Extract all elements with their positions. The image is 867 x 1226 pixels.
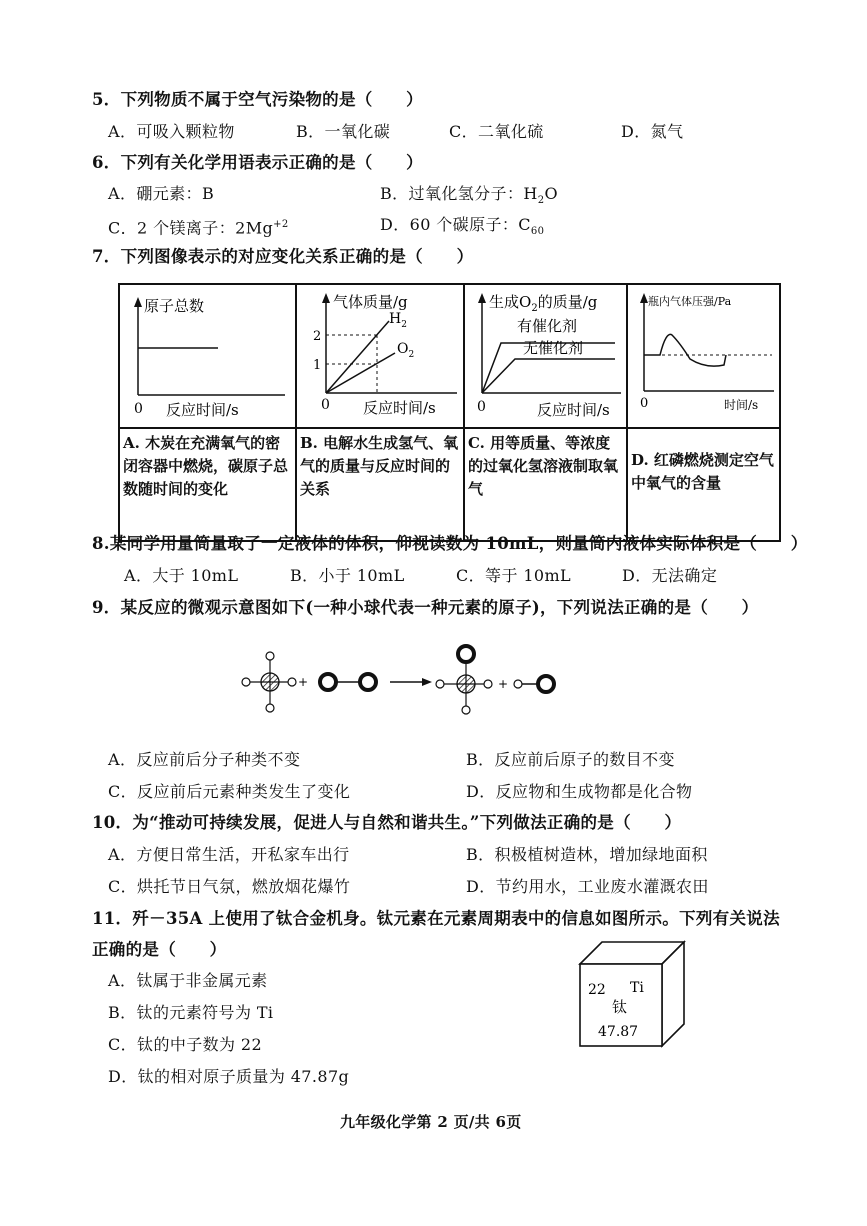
graph-c [465, 285, 626, 425]
element-symbol: Ti [630, 980, 644, 996]
reactant-molecule-2 [320, 674, 376, 690]
caption-d: D. 红磷燃烧测定空气中氧气的含量 [627, 428, 780, 541]
graph-b-h2-line [326, 321, 389, 393]
q9-option-d: D．反应物和生成物都是化合物 [466, 782, 693, 801]
q10-option-b: B．积极植树造林，增加绿地面积 [466, 845, 708, 864]
graph-d-pressure-curve [644, 334, 726, 366]
reactant-molecule-1 [242, 652, 296, 712]
graph-b [297, 285, 463, 425]
q9-option-b: B．反应前后原子的数目不变 [466, 750, 675, 769]
graph-b-tick-2: 2 [313, 329, 322, 344]
graph-b-o2-line [326, 353, 395, 393]
q5-option-d: D．氮气 [621, 122, 684, 141]
graph-b-o2-label: $O_2$ [397, 341, 415, 360]
q10-option-c: C．烘托节日气氛，燃放烟花爆竹 [108, 877, 351, 896]
caption-c: C. 用等质量、等浓度的过氧化氢溶液制取氧气 [464, 428, 627, 541]
element-atomic-number: 22 [588, 982, 606, 998]
q9-option-c: C．反应前后元素种类发生了变化 [108, 782, 351, 801]
q8-stem: 8.某同学用量筒量取了一定液体的体积，仰视读数为 10mL，则量筒内液体实际体积是（ ） [92, 534, 808, 553]
q5-option-a: A．可吸入颗粒物 [108, 122, 235, 141]
graph-a [120, 285, 295, 425]
q11-option-d: D．钛的相对原子质量为 47.87g [108, 1067, 350, 1086]
q11-option-b: B．钛的元素符号为 Ti [108, 1003, 274, 1022]
graph-c-curve1-label: 有催化剂 [517, 317, 578, 335]
q10-option-a: A．方便日常生活，开私家车出行 [108, 845, 350, 864]
graph-a-xlabel: 反应时间/s [166, 401, 239, 419]
graph-b-y-arrow [322, 293, 330, 303]
q5-option-b: B．一氧化碳 [296, 122, 391, 141]
q11-stem-line2: 正确的是（ ） [92, 940, 227, 959]
q10-stem: 10．为“推动可持续发展，促进人与自然和谐共生。”下列做法正确的是（ ） [92, 813, 682, 832]
graph-a-cell [119, 284, 296, 428]
q6-stem: 6．下列有关化学用语表示正确的是（ ） [92, 153, 423, 172]
graph-b-cell [296, 284, 464, 428]
graph-c-ylabel: 生成$O_2$的质量/g [489, 293, 598, 314]
graph-b-origin: 0 [321, 397, 330, 413]
plus-sign-1: + [298, 675, 309, 689]
caption-a: A. 木炭在充满氧气的密闭容器中燃烧，碳原子总数随时间的变化 [119, 428, 296, 541]
plus-sign-2: + [498, 677, 509, 691]
q8-option-b: B．小于 10mL [290, 566, 405, 585]
graph-d-y-arrow [640, 293, 648, 303]
graph-b-h2-label: $H_2$ [389, 311, 407, 330]
element-atomic-mass: 47.87 [598, 1024, 639, 1040]
graph-c-y-arrow [478, 293, 486, 303]
q6-option-b: B．过氧化氢分子：$H_2O$ [380, 184, 559, 207]
q8-option-d: D．无法确定 [622, 566, 718, 585]
product-molecule-1 [436, 646, 492, 714]
q5-option-c: C．二氧化硫 [449, 122, 544, 141]
q5-stem: 5．下列物质不属于空气污染物的是（ ） [92, 90, 423, 109]
graph-a-origin: 0 [134, 401, 143, 417]
q8-option-a: A．大于 10mL [124, 566, 239, 585]
page-footer: 九年级化学第 2 页/共 6页 [340, 1113, 522, 1131]
graph-c-no-catalyst-line [482, 359, 615, 393]
graph-d-cell [627, 284, 780, 428]
graph-d-ylabel: 瓶内气体压强/Pa [648, 295, 732, 308]
q10-option-d: D．节约用水，工业废水灌溉农田 [466, 877, 709, 896]
product-molecule-2 [514, 676, 554, 692]
graph-b-ylabel: 气体质量/g [333, 293, 408, 311]
graph-c-cell [464, 284, 627, 428]
q9-reaction-diagram [236, 640, 566, 732]
q8-option-c: C．等于 10mL [456, 566, 572, 585]
graph-b-tick-1: 1 [313, 358, 322, 373]
q11-stem-line1: 11．歼－35A 上使用了钛合金机身。钛元素在元素周期表中的信息如图所示。下列有关说法 [92, 909, 780, 928]
graph-b-xlabel: 反应时间/s [363, 399, 436, 417]
q6-option-a: A．硼元素：B [108, 184, 215, 203]
titanium-element-cube [578, 940, 688, 1050]
q11-option-a: A．钛属于非金属元素 [108, 971, 268, 990]
q9-stem: 9．某反应的微观示意图如下(一种小球代表一种元素的原子)，下列说法正确的是（ ） [92, 598, 759, 617]
graph-c-origin: 0 [477, 399, 486, 415]
graph-a-ylabel: 原子总数 [144, 297, 205, 315]
graph-d [628, 285, 779, 425]
q7-graph-table [118, 283, 781, 542]
q7-stem: 7．下列图像表示的对应变化关系正确的是（ ） [92, 247, 474, 266]
graph-d-origin: 0 [640, 396, 649, 411]
q6-option-c: C．2 个镁离子：$2Mg^{+2}$ [108, 218, 289, 238]
graph-c-curve2-label: 无催化剂 [523, 339, 584, 357]
q9-option-a: A．反应前后分子种类不变 [108, 750, 301, 769]
q6-option-d: D．60 个碳原子：$C_{60}$ [380, 215, 545, 238]
element-name: 钛 [612, 998, 628, 1016]
q11-option-c: C．钛的中子数为 22 [108, 1035, 263, 1054]
reaction-arrow-head [422, 678, 432, 686]
graph-d-xlabel: 时间/s [724, 398, 759, 412]
graph-c-xlabel: 反应时间/s [537, 401, 610, 419]
caption-b: B. 电解水生成氢气、氧气的质量与反应时间的关系 [296, 428, 464, 541]
graph-a-y-arrow [134, 297, 142, 307]
